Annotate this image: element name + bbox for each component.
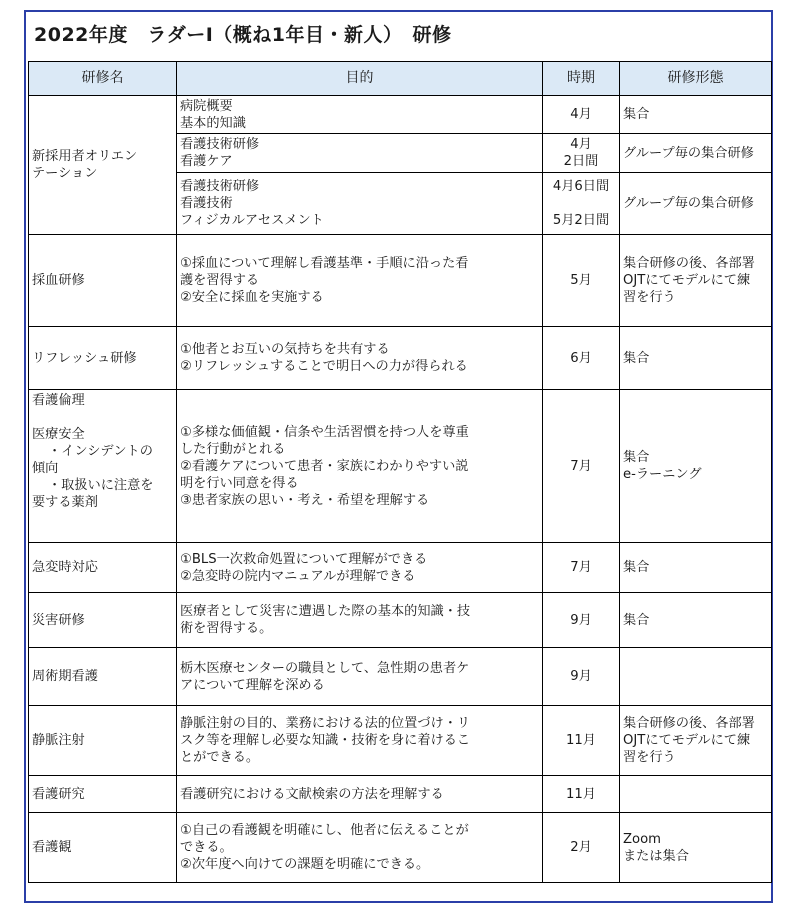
cell-name: 急変時対応 xyxy=(29,543,177,593)
cell-name: 周術期看護 xyxy=(29,648,177,706)
cell-purpose: 静脈注射の目的、業務における法的位置づけ・リ スク等を理解し必要な知識・技術を身に着けるこ とができる。 xyxy=(177,706,543,776)
cell-purpose: ①自己の看護観を明確にし、他者に伝えることが できる。 ②次年度へ向けての課題を明確にできる。 xyxy=(177,813,543,883)
cell-purpose: ①採血について理解し看護基準・手順に沿った看 護を習得する ②安全に採血を実施する xyxy=(177,235,543,327)
cell-format: 集合研修の後、各部署 OJTにてモデルにて練 習を行う xyxy=(620,706,772,776)
cell-timing: 11月 xyxy=(543,706,620,776)
header-timing: 時期 xyxy=(543,62,620,96)
cell-format: グループ毎の集合研修 xyxy=(620,173,772,235)
table-row xyxy=(29,706,772,776)
cell-timing: 9月 xyxy=(543,593,620,648)
cell-format: 集合 xyxy=(620,96,772,134)
cell-timing: 7月 xyxy=(543,390,620,543)
cell-timing: 9月 xyxy=(543,648,620,706)
header-row xyxy=(29,62,772,96)
cell-timing: 6月 xyxy=(543,327,620,390)
cell-timing: 4月 xyxy=(543,96,620,134)
cell-timing: 11月 xyxy=(543,776,620,813)
cell-name: 採血研修 xyxy=(29,235,177,327)
cell-purpose: 病院概要 基本的知識 xyxy=(177,96,543,134)
cell-timing: 7月 xyxy=(543,543,620,593)
cell-format xyxy=(620,776,772,813)
cell-purpose: ①多様な価値観・信条や生活習慣を持つ人を尊重 した行動がとれる ②看護ケアについて患者・家族にわかりやすい説 明を行い同意を得る ③患者家族の思い・考え・希望を理解する xyxy=(177,390,543,543)
cell-format: Zoom または集合 xyxy=(620,813,772,883)
cell-purpose: 医療者として災害に遭遇した際の基本的知識・技 術を習得する。 xyxy=(177,593,543,648)
cell-name: 看護観 xyxy=(29,813,177,883)
cell-name: 静脈注射 xyxy=(29,706,177,776)
header-name: 研修名 xyxy=(29,62,177,96)
cell-name: 新採用者オリエン テーション xyxy=(29,96,177,235)
table-row xyxy=(29,327,772,390)
document-frame xyxy=(24,10,773,903)
cell-name: 看護研究 xyxy=(29,776,177,813)
table-row xyxy=(29,543,772,593)
cell-purpose: ①他者とお互いの気持ちを共有する ②リフレッシュすることで明日への力が得られる xyxy=(177,327,543,390)
cell-format: グループ毎の集合研修 xyxy=(620,134,772,173)
header-format: 研修形態 xyxy=(620,62,772,96)
cell-format: 集合 xyxy=(620,543,772,593)
table-row xyxy=(29,648,772,706)
cell-purpose: 看護技術研修 看護技術 フィジカルアセスメント xyxy=(177,173,543,235)
cell-format: 集合研修の後、各部署 OJTにてモデルにて練 習を行う xyxy=(620,235,772,327)
table-row xyxy=(29,776,772,813)
table-row xyxy=(29,593,772,648)
page-title: 2022年度 ラダーⅠ（概ね1年目・新人） 研修 xyxy=(34,24,452,46)
training-table xyxy=(28,61,772,883)
cell-purpose: ①BLS一次救命処置について理解ができる ②急変時の院内マニュアルが理解できる xyxy=(177,543,543,593)
table-row xyxy=(29,235,772,327)
cell-purpose: 看護技術研修 看護ケア xyxy=(177,134,543,173)
cell-purpose: 看護研究における文献検索の方法を理解する xyxy=(177,776,543,813)
cell-format: 集合 xyxy=(620,593,772,648)
table-row xyxy=(29,96,772,134)
cell-format: 集合 xyxy=(620,327,772,390)
cell-name: リフレッシュ研修 xyxy=(29,327,177,390)
table-row xyxy=(29,390,772,543)
cell-format xyxy=(620,648,772,706)
cell-name: 看護倫理 医療安全 ・インシデントの 傾向 ・取扱いに注意を 要する薬剤 xyxy=(29,390,177,543)
cell-timing: 4月6日間 5月2日間 xyxy=(543,173,620,235)
cell-timing: 2月 xyxy=(543,813,620,883)
cell-timing: 4月 2日間 xyxy=(543,134,620,173)
cell-format: 集合 e-ラーニング xyxy=(620,390,772,543)
cell-timing: 5月 xyxy=(543,235,620,327)
header-purpose: 目的 xyxy=(177,62,543,96)
table-row xyxy=(29,813,772,883)
cell-name: 災害研修 xyxy=(29,593,177,648)
cell-purpose: 栃木医療センターの職員として、急性期の患者ケ アについて理解を深める xyxy=(177,648,543,706)
